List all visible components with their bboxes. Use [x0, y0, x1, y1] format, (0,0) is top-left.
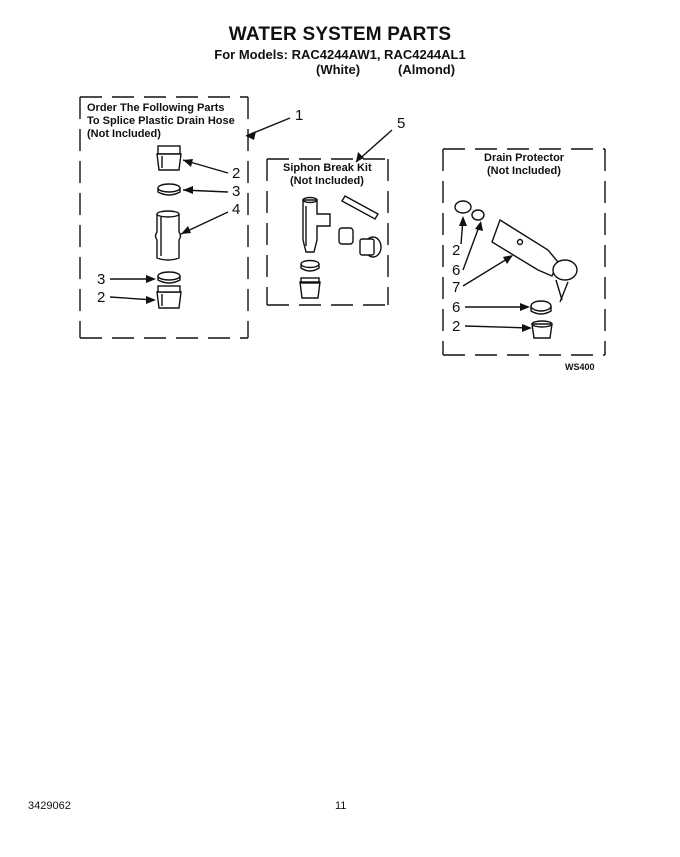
splice-box-label-line1: Order The Following Parts — [87, 102, 225, 114]
callout-4: 4 — [232, 201, 241, 218]
siphon-fitting-part — [339, 228, 381, 257]
siphon-box-label-line2: (Not Included) — [290, 175, 364, 187]
siphon-tube-part — [342, 196, 378, 219]
siphon-tee-part — [303, 198, 330, 253]
drain-callout-6-top: 6 — [452, 262, 461, 279]
models-subtitle: For Models: RAC4244AW1, RAC4244AL1 — [214, 47, 466, 62]
page-title: WATER SYSTEM PARTS — [228, 24, 452, 45]
callout-2-bottom: 2 — [97, 289, 106, 306]
clamp-part-bottom — [158, 272, 180, 283]
splice-box-label-line3: (Not Included) — [87, 128, 161, 140]
drain-box-label-line1: Drain Protector — [484, 152, 565, 164]
callout-3-top: 3 — [232, 183, 241, 200]
drain-box-label-line2: (Not Included) — [487, 165, 561, 177]
diagram-code: WS400 — [565, 362, 595, 372]
drain-cap-part — [532, 321, 552, 338]
connector-part-top — [157, 146, 181, 170]
drain-gasket-part — [531, 301, 551, 314]
connector-part-bottom — [157, 286, 181, 308]
siphon-box-label-line1: Siphon Break Kit — [283, 162, 372, 174]
page-number: 11 — [335, 800, 347, 812]
drain-callout-6-bottom: 6 — [452, 299, 461, 316]
drain-callout-7: 7 — [452, 279, 461, 296]
callout-3-bottom: 3 — [97, 271, 106, 288]
callout-2-top: 2 — [232, 165, 241, 182]
drain-callout-2-top: 2 — [452, 242, 461, 259]
leader-lines-splice — [110, 118, 290, 300]
siphon-connector-part — [300, 278, 320, 298]
splice-tube-part — [156, 211, 181, 260]
drain-small-connector — [455, 201, 484, 220]
splice-box-label-line2: To Splice Plastic Drain Hose — [87, 115, 235, 127]
part-number: 3429062 — [28, 800, 71, 812]
drain-callout-2-bottom: 2 — [452, 318, 461, 335]
callout-5: 5 — [397, 115, 406, 132]
siphon-clamp-part — [301, 261, 319, 272]
variant-white: (White) — [316, 62, 361, 77]
clamp-part-top — [158, 184, 180, 195]
variant-almond: (Almond) — [398, 62, 456, 77]
callout-1: 1 — [295, 107, 304, 124]
